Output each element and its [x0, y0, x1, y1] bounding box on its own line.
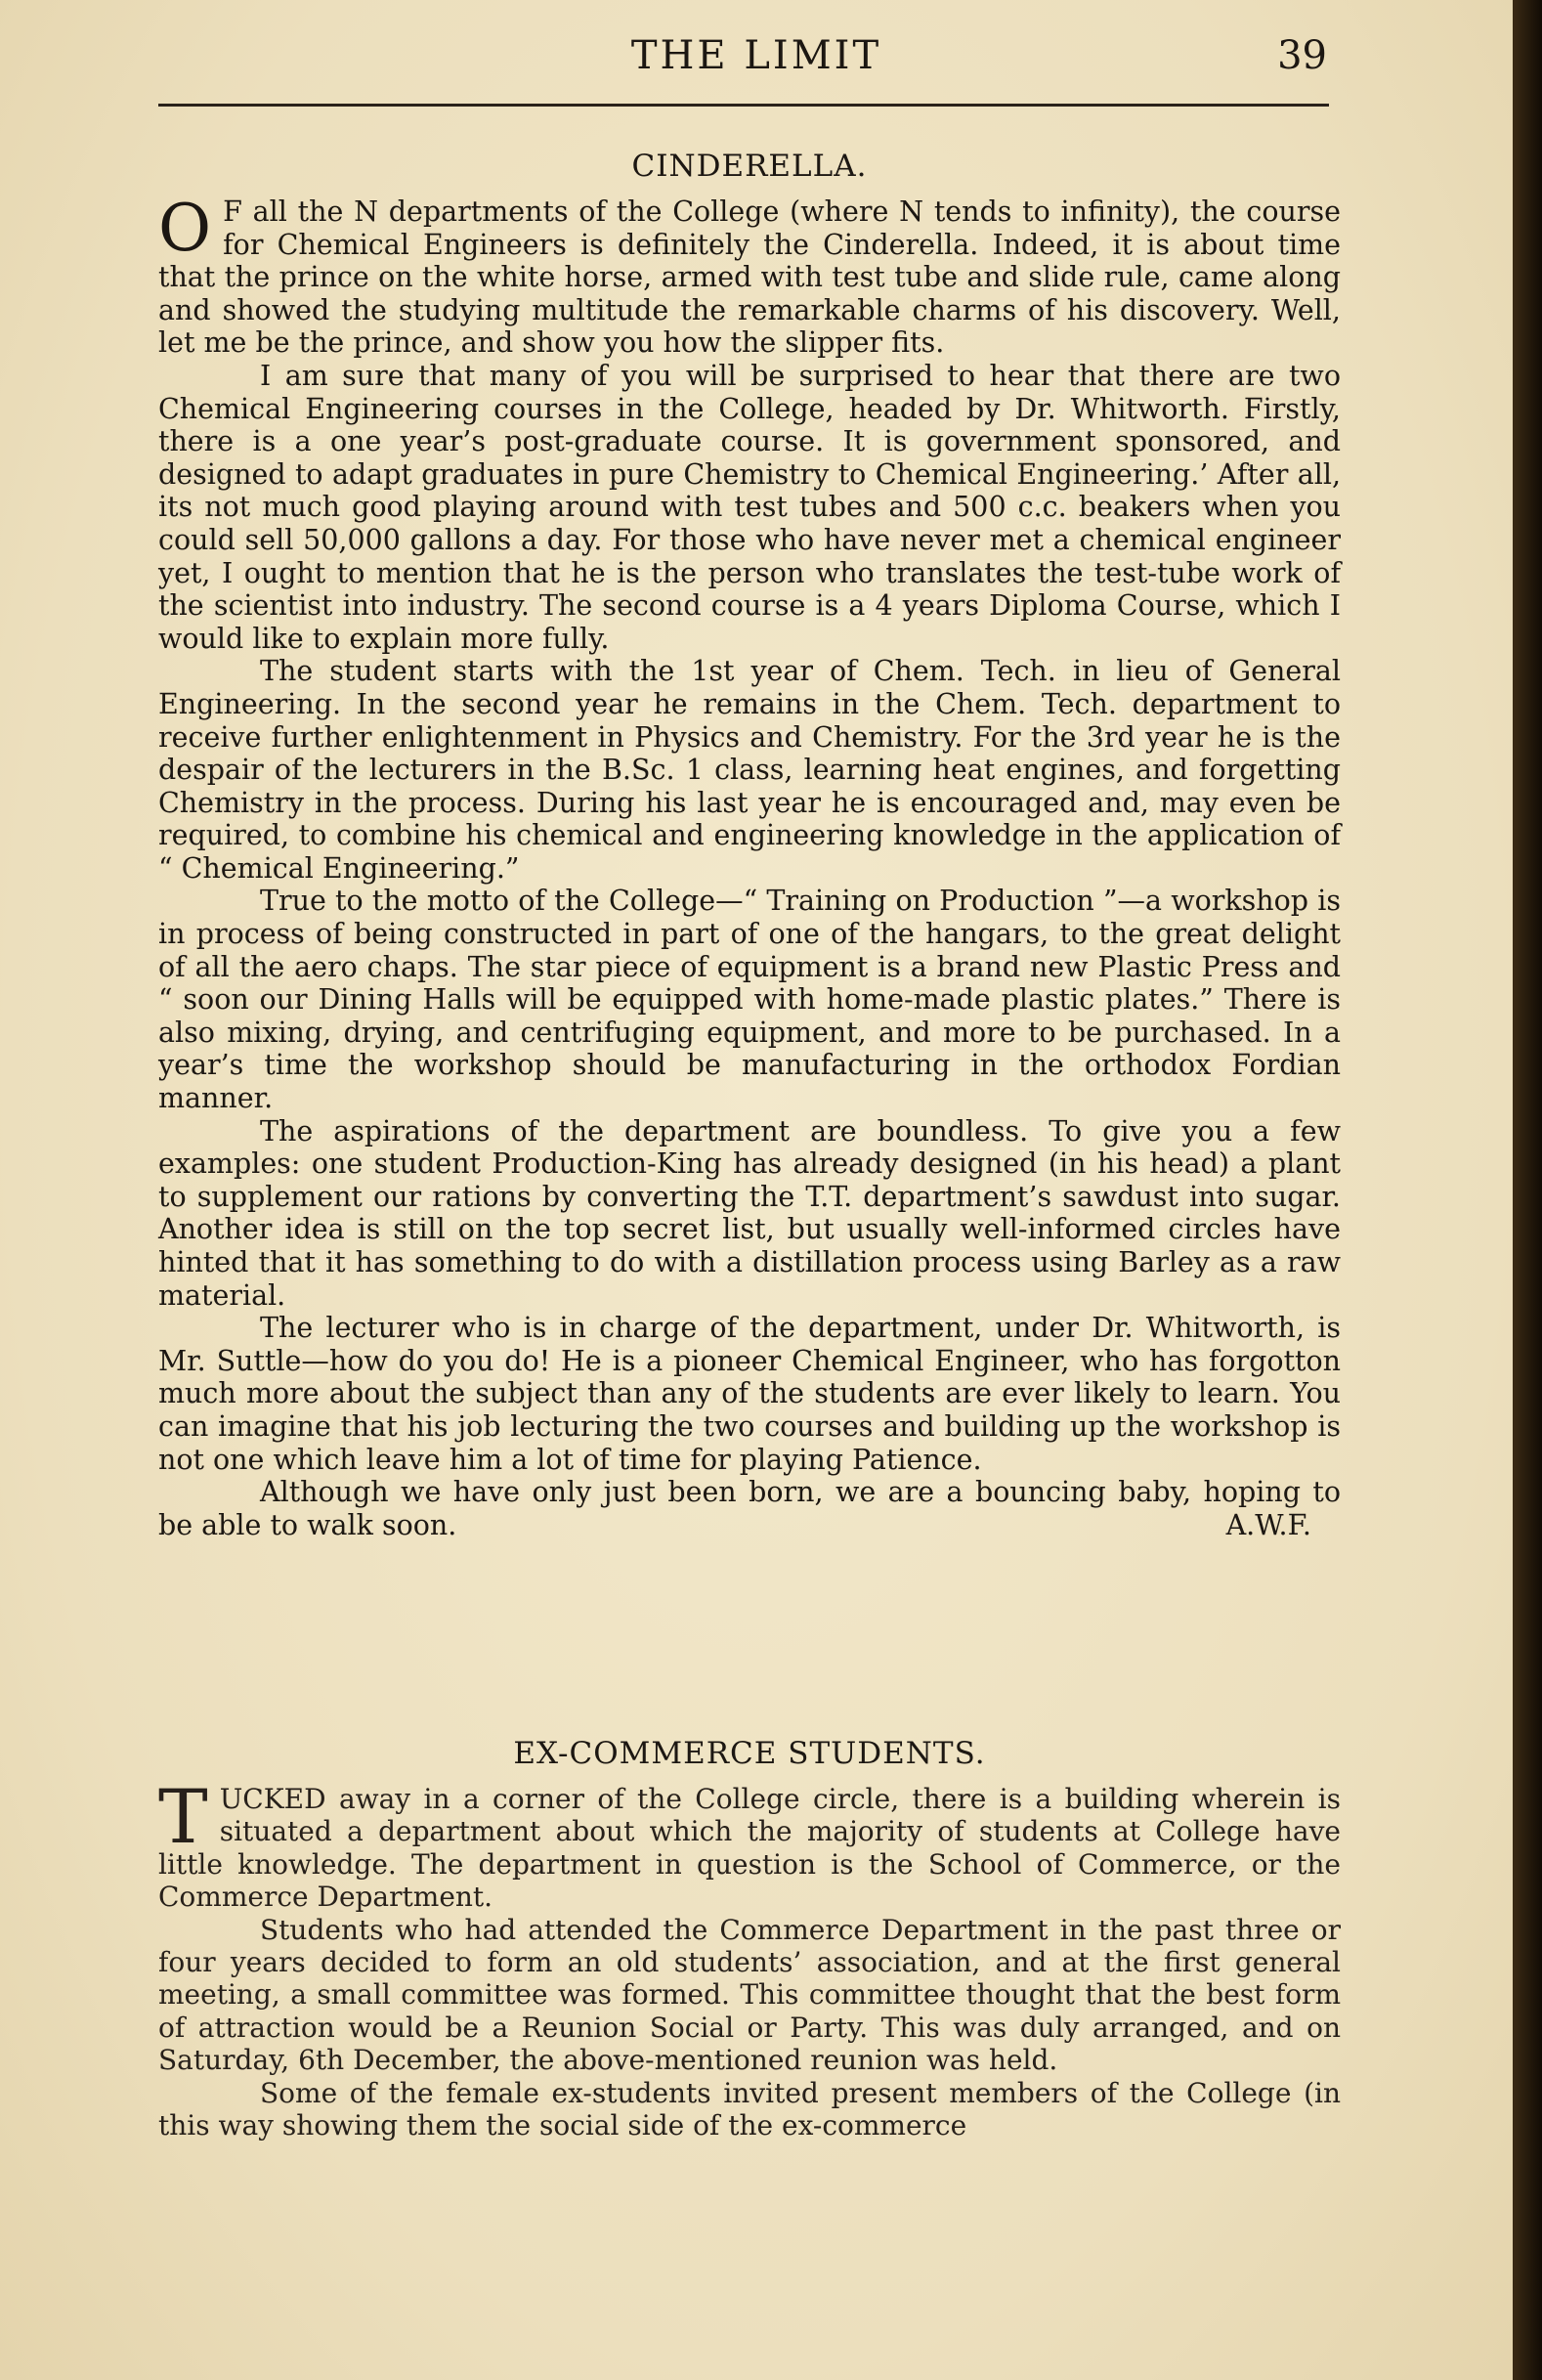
article-cinderella [158, 149, 1341, 1541]
article-ex-commerce-students [158, 1736, 1341, 2142]
article-title: CINDERELLA. [631, 149, 868, 184]
paragraph-text: F all the N departments of the College (where N tends to infinity), the course for Chemical Engineers is definitely the Cinderella. Indeed, it is about time that the prince on the white horse, armed with test tube and slide rule, came along and showed the studying multitude the remarkable charms of his discovery. Well, let me be the prince, and show you how the slipper fits. [158, 195, 1341, 360]
article-paragraph: The aspirations of the department are boundless. To give you a few examples: one student Production-King has already designed (in his head) a plant to supplement our rations by converting the T.T. department’s sawdust into sugar. Another idea is still on the top secret list, but usually well-informed circles have hinted that it has something to do with a distillation process using Barley as a raw material. [158, 1114, 1341, 1312]
running-title: THE LIMIT [630, 33, 882, 78]
article-paragraph [158, 1773, 1341, 1914]
article-paragraph: The student starts with the 1st year of Chem. Tech. in lieu of General Engineering. In the second year he remains in the Chem. Tech. department to receive further enlightenment in Physics and Chemistry. For the 3rd year he is the despair of the lecturers in the B.Sc. 1 class, learning heat engines, and forgetting Chemistry in the process. During his last year he is encouraged and, may even be required, to combine his chemical and engineering knowledge in the application of “ Chemical Engineering.” [158, 655, 1341, 885]
binding-edge [1513, 0, 1542, 2380]
header-rule [158, 104, 1329, 107]
article-paragraph: I am sure that many of you will be surprised to hear that there are two Chemical Engineering courses in the College, headed by Dr. Whitworth. Firstly, there is a one year’s post-graduate course. It is government sponsored, and designed to adapt graduates in pure Chemistry to Chemical Engineering.’ After all, its not much good playing around with test tubes and 500 c.c. beakers when you could sell 50,000 gallons a day. For those who have never met a chemical engineer yet, I ought to mention that he is the person who translates the test-tube work of the scientist into industry. The second course is a 4 years Diploma Course, which I would like to explain more fully. [158, 359, 1341, 655]
article-paragraph: True to the motto of the College—“ Training on Production ”—a workshop is in process of being constructed in part of one of the hangars, to the great delight of all the aero chaps. The star piece of equipment is a brand new Plastic Press and “ soon our Dining Halls will be equipped with home-made plastic plates.” There is also mixing, drying, and centrifuging equipment, and more to be purchased. In a year’s time the workshop should be manufacturing in the orthodox Fordian manner. [158, 885, 1341, 1115]
article-paragraph: The lecturer who is in charge of the department, under Dr. Whitworth, is Mr. Suttle—how do you do! He is a pioneer Chemical Engineer, who has forgotton much more about the subject than any of the students are ever likely to learn. You can imagine that his job lecturing the two courses and building up the workshop is not one which leave him a lot of time for playing Patience. [158, 1312, 1341, 1476]
article-paragraph: Students who had attended the Commerce Department in the past three or four years decided to form an old students’ association, and at the first general meeting, a small committee was formed. This committee thought that the best form of attraction would be a Reunion Social or Party. This was duly arranged, and on Saturday, 6th December, the above-mentioned reunion was held. [158, 1913, 1341, 2077]
article-title: EX-COMMERCE STUDENTS. [513, 1736, 986, 1771]
page-header [0, 33, 1513, 92]
page-number: 39 [1277, 33, 1327, 78]
article-paragraph [158, 191, 1341, 360]
drop-cap: O [158, 191, 212, 266]
author-signoff: A.W.F. [1225, 1508, 1311, 1541]
paragraph-text: UCKED away in a corner of the College circle, there is a building wherein is situated a department about which the majority of students at College have little knowledge. The department in question is the School of Commerce, or the Commerce Department. [158, 1783, 1341, 1914]
paragraph-text: Although we have only just been born, we are a bouncing baby, hoping to be able to walk soon. [158, 1476, 1341, 1541]
article-paragraph [158, 1476, 1341, 1541]
drop-cap: T [158, 1773, 208, 1860]
article-paragraph: Some of the female ex-students invited present members of the College (in this way showing them the social side of the ex-commerce [158, 2076, 1341, 2142]
